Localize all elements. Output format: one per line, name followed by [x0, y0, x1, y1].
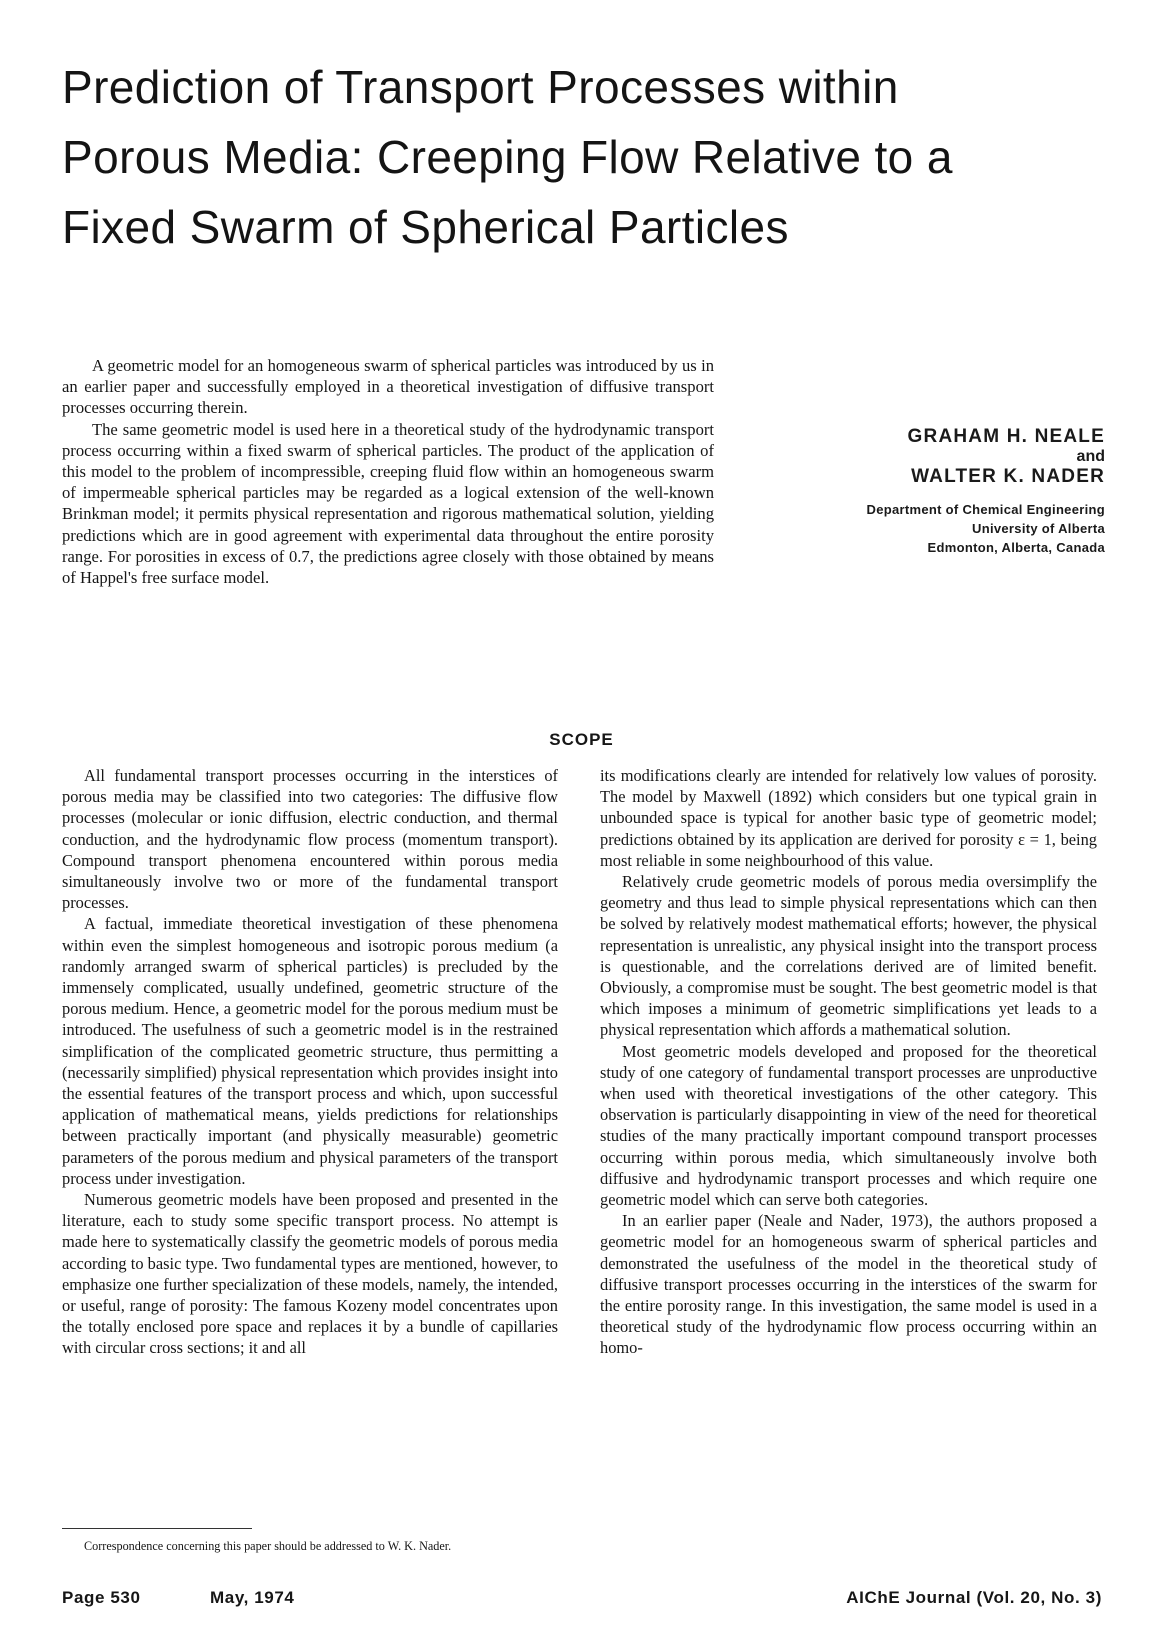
abstract-paragraph-1: A geometric model for an homogeneous swarm of spherical particles was introduced by us in an earlier paper and successfully employed in a theoretical investigation of diffusive transport processes occurring therein. [62, 356, 714, 418]
affiliation-university: University of Alberta [972, 521, 1105, 536]
affiliation-location: Edmonton, Alberta, Canada [927, 540, 1105, 555]
affiliation-department: Department of Chemical Engineering [866, 502, 1105, 517]
abstract [62, 355, 714, 588]
footnote: Correspondence concerning this paper should be addressed to W. K. Nader. [84, 1539, 452, 1553]
scope-paragraph-4: Relatively crude geometric models of porous media oversimplify the geometry and thus lead to simple physical representations which can then be solved by relatively modest mathematical efforts; however, the physical representation is unrealistic, any physical insight into the transport process is questionable, and the correlations derived are of limited benefit. Obviously, a compromise must be sought. The best geometric model is that which imposes a minimum of geometric simplifications yet leads to a physical representation which affords a mathematical solution. [600, 872, 1097, 1040]
page-footer [62, 1588, 1102, 1612]
scope-paragraph-6: In an earlier paper (Neale and Nader, 1973), the authors proposed a geometric model for an homogeneous swarm of spherical particles and demonstrated the usefulness of the model in the theoretical study of diffusive transport processes occurring in the interstices of the swarm for the entire porosity range. In this investigation, the same model is used in a theoretical study of the hydrodynamic flow process occurring within an homo- [600, 1211, 1097, 1358]
journal-citation: AIChE Journal (Vol. 20, No. 3) [846, 1588, 1102, 1607]
scope-heading: SCOPE [549, 730, 614, 749]
author-name-2: WALTER K. NADER [911, 466, 1105, 487]
scope-paragraph-continuation: its modifications clearly are intended for relatively low values of porosity. The model by Maxwell (1892) which considers but one typical grain in unbounded space is typical for another basic type of geometric model; predictions obtained by its application are derived for porosity ε = 1, being most reliable in some neighbourhood of this value. [600, 766, 1097, 870]
issue-date: May, 1974 [210, 1588, 295, 1607]
author-conjunction: and [1076, 448, 1105, 465]
scope-left-column [62, 765, 558, 1359]
affiliation [785, 500, 1105, 557]
footnote-divider [62, 1528, 252, 1529]
scope-paragraph-1: All fundamental transport processes occurring in the interstices of porous media may be classified into two categories: The diffusive flow processes (molecular or ionic diffusion, electric conduction, and thermal conduction, and the hydrodynamic flow process (momentum transport). Compound transport phenomena encountered within porous media simultaneously involve two or more of the fundamental transport processes. [62, 766, 558, 913]
author-name-1: GRAHAM H. NEALE [907, 426, 1105, 447]
title-line-1: Prediction of Transport Processes within [62, 61, 899, 113]
scope-paragraph-5: Most geometric models developed and proposed for the theoretical study of one category of fundamental transport processes are unproductive when used with theoretical investigations of the other category. This observation is particularly disappointing in view of the need for theoretical studies of the many practically important compound transport processes occurring within porous media, which simultaneously involve both diffusive and hydrodynamic transport processes and which require one geometric model which can serve both categories. [600, 1041, 1097, 1210]
author-block [785, 426, 1105, 557]
scope-paragraph-2: A factual, immediate theoretical investigation of these phenomena within even the simplest homogeneous and isotropic porous medium (a randomly arranged swarm of spherical particles) is precluded by the immensely complicated, usually undefined, geometric structure of the porous medium. Hence, a geometric model for the porous medium must be introduced. The usefulness of such a geometric model is in the restrained simplification of the complicated geometric structure, thus permitting a (necessarily simplified) physical representation which provides insight into the essential features of the transport process and which, upon successful application of mathematical means, yields predictions for relationships between practically important (and physically measurable) geometric parameters of the porous medium and physical parameters of the transport process under investigation. [62, 914, 558, 1188]
title-line-2: Porous Media: Creeping Flow Relative to a [62, 131, 953, 183]
page-number: Page 530 [62, 1588, 141, 1607]
scope-paragraph-3: Numerous geometric models have been proposed and presented in the literature, each to study some specific transport process. No attempt is made here to systematically classify the geometric models of porous media according to basic type. Two fundamental types are mentioned, however, to emphasize one further specialization of these models, namely, the intended, or useful, range of porosity: The famous Kozeny model concentrates upon the totally enclosed pore space and replaces it by a bundle of capillaries with circular cross sections; it and all [62, 1190, 558, 1358]
paper-title [62, 52, 1122, 262]
abstract-paragraph-2: The same geometric model is used here in a theoretical study of the hydrodynamic transport process occurring within a fixed swarm of spherical particles. The product of the application of this model to the problem of incompressible, creeping fluid flow within an homogeneous swarm of impermeable spherical particles may be regarded as a logical extension of the well-known Brinkman model; it permits physical representation and rigorous mathematical solution, yielding predictions which are in good agreement with experimental data throughout the entire porosity range. For porosities in excess of 0.7, the predictions agree closely with those obtained by means of Happel's free surface model. [62, 419, 714, 588]
title-line-3: Fixed Swarm of Spherical Particles [62, 201, 789, 253]
scope-right-column [600, 765, 1097, 1359]
